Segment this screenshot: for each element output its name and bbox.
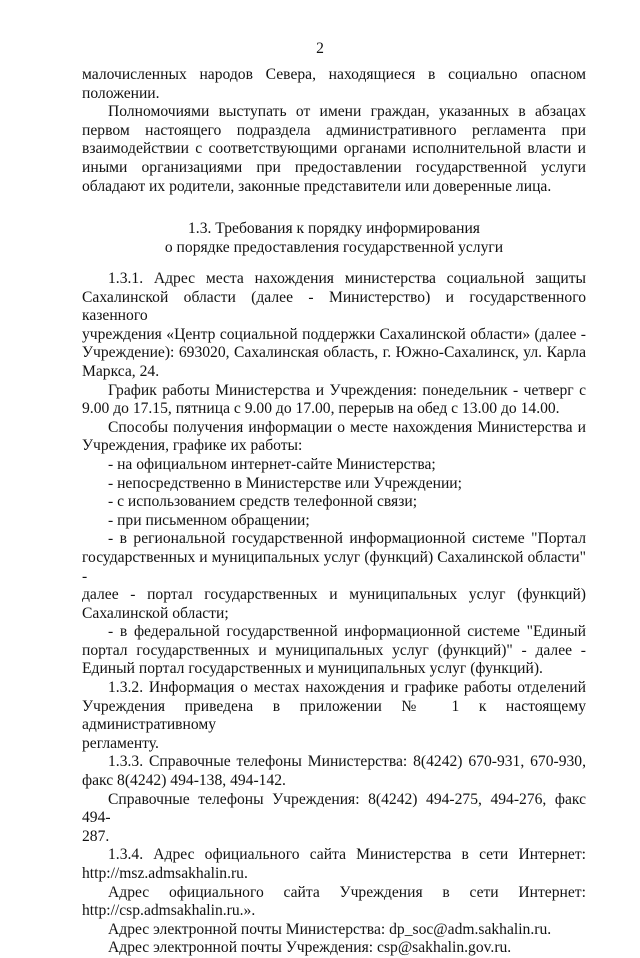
intro-line: малочисленных народов Севера, находящиеся в социально опасном [82,66,586,83]
list-item: - с использованием средств телефонной связи; [108,493,418,511]
body-line: 1.3.3. Справочные телефоны Министерства: 8(4242) 670-931, 670-930, [108,753,586,771]
heading-line: о порядке предоставления государственной услуги [164,238,504,256]
word: официального [168,883,264,901]
intro-line: обладают их родители, законные представители или доверенные лица. [82,177,552,195]
body-line: 1.3.2. Информация о местах нахождения и графике работы отделений [108,679,586,697]
intro-line: первом настоящего подраздела административного регламента при [82,121,586,139]
body-line: 1.3.1. Адрес места нахождения министерства социальной защиты [108,270,586,287]
body-line: Маркса, 24. [82,362,160,380]
list-item: - в федеральной государственной информационной системе "Единый [108,623,586,641]
main-body [82,270,586,958]
body-line: 9.00 до 17.15, пятница с 9.00 до 17.00, перерыв на обед с 13.00 до 14.00. [82,400,560,418]
page-number: 2 [316,40,324,57]
body-line: Справочные телефоны Учреждения: 8(4242) 494-275, 494-276, факс 494- [82,790,586,827]
body-line [82,884,586,903]
word: Интернет: [518,883,586,901]
website-link-ministry: http://msz.admsakhalin.ru. [82,865,248,882]
email-ministry: Адрес электронной почты Министерства: dp_soc@adm.sakhalin.ru. [108,920,552,938]
intro-line: положении. [82,84,160,102]
list-item: - на официальном интернет-сайте Министерства; [108,455,436,473]
section-heading [82,220,586,257]
word: в [442,883,450,901]
body-line: государственных и муниципальных услуг (функций) Сахалинской области" - [82,548,586,585]
word: сети [469,883,499,901]
list-item: - при письменном обращении; [108,511,310,529]
word: сайта [283,883,320,901]
body-line: факс 8(4242) 494-138, 494-142. [82,772,286,790]
intro-block [82,66,586,196]
email-institution: Адрес электронной почты Учреждения: csp@sakhalin.gov.ru. [108,939,512,957]
body-line: Учреждения приведена в приложении № 1 к настоящему административному [82,697,586,734]
body-line: регламенту. [82,734,159,752]
word: Учреждения [339,883,423,901]
website-link-institution: http://csp.admsakhalin.ru.». [82,902,256,920]
body-line: Учреждения, графике их работы: [82,437,303,455]
list-item: - в региональной государственной информационной системе "Портал [108,530,586,548]
body-line: Учреждение): 693020, Сахалинская область, г. Южно-Сахалинск, ул. Карла [82,344,586,362]
body-line: Сахалинской области; [82,604,229,622]
body-line: портал государственных и муниципальных услуг (функций)" - далее - [82,641,586,659]
body-line: Сахалинской области (далее - Министерство) и государственного казенного [82,288,586,325]
body-line: Единый портал государственных и муниципальных услуг (функций). [82,660,543,678]
body-line: График работы Министерства и Учреждения: понедельник - четверг с [108,381,586,399]
intro-line: взаимодействии с соответствующими органами исполнительной власти и [82,140,586,158]
heading-line: 1.3. Требования к порядку информирования [188,220,480,237]
list-item: - непосредственно в Министерстве или Учреждении; [108,474,462,492]
intro-line: иными организациями при предоставлении государственной услуги [82,158,586,176]
body-line: далее - портал государственных и муниципальных услуг (функций) [82,586,586,604]
intro-line: Полномочиями выступать от имени граждан, указанных в абзацах [108,103,586,121]
word: Адрес [108,883,150,901]
body-line: Способы получения информации о месте нахождения Министерства и [108,418,586,436]
body-line: 287. [82,827,110,845]
body-line: учреждения «Центр социальной поддержки Сахалинской области» (далее - [82,325,586,343]
body-line: 1.3.4. Адрес официального сайта Министерства в сети Интернет: [108,846,586,864]
